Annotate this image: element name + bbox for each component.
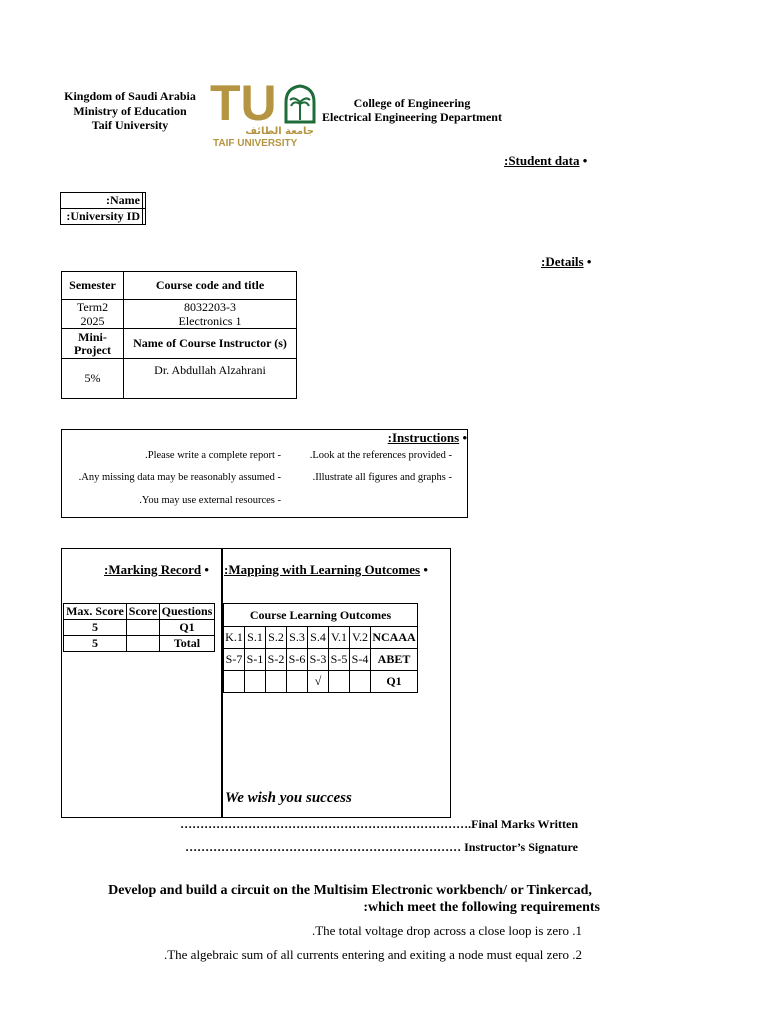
project-cell [62, 329, 124, 359]
clo-cell: V.2 [350, 627, 371, 649]
clo-title: Course Learning Outcomes [224, 604, 418, 627]
clo-cell: S-1 [245, 649, 266, 671]
clo-cell: S-4 [350, 649, 371, 671]
logo-english-text: TAIF UNIVERSITY [213, 138, 298, 148]
instructor-signature-line: …………………………………………………………… Instructor’s Signature [185, 840, 578, 854]
clo-check-cell [224, 671, 245, 693]
logo-arabic-text: جامعة الطائف [245, 126, 314, 137]
task-line1: Develop and build a circuit on the Multisim Electronic workbench/ or Tinkercad, [108, 883, 592, 898]
student-data-heading [504, 153, 587, 169]
question-cell: Q1 [160, 620, 215, 636]
clo-check-cell [350, 671, 371, 693]
department-text: Electrical Engineering Department [322, 110, 502, 124]
college-text: College of Engineering [353, 96, 471, 110]
clo-check-cell [266, 671, 287, 693]
marking-table [63, 603, 215, 652]
max-score-cell: 5 [64, 620, 127, 636]
bullet-icon: • [586, 254, 592, 269]
bullet-icon: • [462, 430, 467, 445]
clo-cell: S-6 [287, 649, 308, 671]
clo-cell: K.1 [224, 627, 245, 649]
table-row [64, 604, 215, 620]
bullet-icon: • [582, 153, 588, 168]
clo-cell: S-2 [266, 649, 287, 671]
max-score-header: Max. Score [64, 604, 127, 620]
learning-outcomes-table [223, 603, 418, 693]
logo-letters: TU [210, 76, 277, 131]
clo-check-cell [329, 671, 350, 693]
max-score-cell: 5 [64, 636, 127, 652]
college-block [312, 96, 512, 124]
score-cell[interactable] [127, 636, 160, 652]
clo-check-cell [287, 671, 308, 693]
clo-check-cell [245, 671, 266, 693]
marking-title: :Marking Record [104, 562, 202, 577]
clo-cell: S.3 [287, 627, 308, 649]
ncaaa-row [224, 627, 418, 649]
marking-heading [104, 562, 209, 578]
clo-cell: S.2 [266, 627, 287, 649]
score-cell[interactable] [127, 620, 160, 636]
project-line1: Mini- [78, 329, 107, 344]
project-line2: Project [73, 342, 112, 357]
task-statement [90, 882, 610, 916]
ministry-text: Ministry of Education [73, 103, 187, 118]
clo-cell: S-5 [329, 649, 350, 671]
semester-year: 2025 [80, 314, 105, 328]
q1-label: Q1 [371, 671, 418, 693]
course-title: Electronics 1 [178, 314, 242, 328]
semester-cell [62, 300, 124, 329]
university-id-row [61, 209, 146, 225]
student-info-table [60, 192, 146, 225]
final-marks-line: ……………………………………………………………….Final Marks Written [180, 817, 578, 831]
course-details-table [61, 271, 297, 399]
abet-label: ABET [371, 649, 418, 671]
task-line2: :which meet the following requirements [363, 900, 600, 915]
course-code: 8032203-3 [184, 300, 236, 314]
instruction-item: .You may use external resources - [139, 495, 281, 506]
taif-university-logo [210, 76, 316, 148]
weight-cell: 5% [62, 359, 124, 399]
table-row [64, 620, 215, 636]
score-header: Score [127, 604, 160, 620]
bullet-icon: • [423, 562, 428, 577]
institution-block [40, 89, 220, 133]
requirement-item-2: .The algebraic sum of all currents entering and exiting a node must equal zero .2 [163, 947, 582, 962]
abet-row [224, 649, 418, 671]
q1-row [224, 671, 418, 693]
course-header: Course code and title [124, 272, 297, 300]
checkmark-icon: √ [308, 671, 329, 693]
wish-text: We wish you success [225, 790, 352, 806]
instruction-item: .Please write a complete report - [145, 450, 281, 461]
kingdom-text: Kingdom of Saudi Arabia [64, 89, 196, 103]
instructions-heading [388, 430, 467, 446]
name-label: :Name [61, 193, 143, 209]
instructions-box [61, 429, 468, 518]
university-id-label: :University ID [61, 209, 143, 225]
instructions-title: :Instructions [387, 430, 460, 445]
instruction-item: .Any missing data may be reasonably assumed - [78, 472, 281, 483]
name-row [61, 193, 146, 209]
clo-cell: V.1 [329, 627, 350, 649]
semester-term: Term2 [76, 300, 109, 314]
instructor-name: Dr. Abdullah Alzahrani [124, 359, 297, 399]
name-field[interactable] [143, 193, 146, 209]
clo-cell: S.1 [245, 627, 266, 649]
table-row [64, 636, 215, 652]
mapping-title: :Mapping with Learning Outcomes [224, 562, 421, 577]
semester-header: Semester [62, 272, 124, 300]
mapping-heading [224, 562, 428, 578]
clo-cell: S-7 [224, 649, 245, 671]
questions-header: Questions [160, 604, 215, 620]
instruction-item: .Look at the references provided - [309, 450, 452, 461]
details-heading [541, 254, 591, 270]
clo-cell: S.4 [308, 627, 329, 649]
question-cell: Total [160, 636, 215, 652]
requirement-item-1: .The total voltage drop across a close loop is zero .1 [311, 923, 582, 938]
student-data-title: :Student data [504, 153, 580, 168]
details-title: :Details [541, 254, 584, 269]
ncaaa-label: NCAAA [371, 627, 418, 649]
instruction-item: .Illustrate all figures and graphs - [312, 472, 452, 483]
palm-emblem-icon [286, 86, 314, 122]
university-text: Taif University [91, 118, 169, 132]
bullet-icon: • [204, 562, 209, 577]
course-cell [124, 300, 297, 329]
university-id-field[interactable] [143, 209, 146, 225]
instructor-label: Name of Course Instructor (s) [124, 329, 297, 359]
clo-cell: S-3 [308, 649, 329, 671]
